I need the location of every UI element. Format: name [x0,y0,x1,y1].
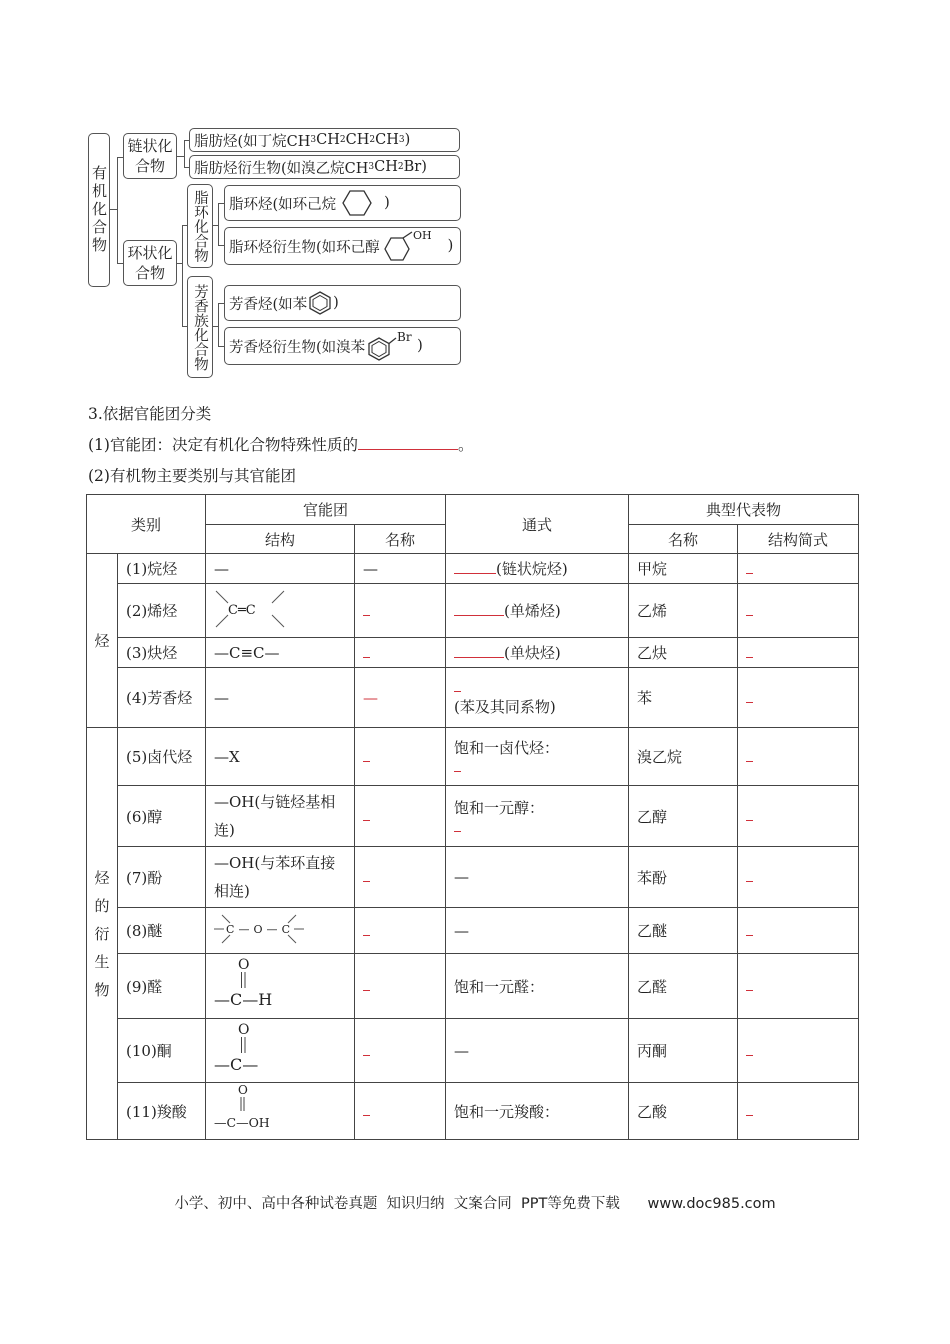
aliphatic-hydrocarbon-leaf: 脂肪烃(如丁烷CH 3 CH 2 CH 2 CH 3 ) [189,128,460,152]
ring-compounds-label: 环状化合物 [127,244,173,282]
ketone-structure-icon [214,1020,284,1078]
carboxyl-structure-icon [214,1083,304,1135]
group-hydrocarbon: 烃 [87,554,118,728]
functional-group-table [86,494,859,1140]
table-row: (6)醇 —OH(与链烃基相连) 饱和一元醇： 乙醇 [87,786,859,847]
aromatic-hydrocarbon-leaf: 芳香烃(如苯 ) [224,285,461,321]
aliphatic-derivative-leaf: 脂肪烃衍生物(如溴乙烷CH 3 CH 2 Br) [189,155,460,179]
bromobenzene-icon [367,329,417,363]
header-structure: 结构 [206,525,355,554]
table-row: (11)羧酸 O —C—OH 饱和一元羧酸： 乙酸 [87,1083,859,1140]
alicyclic-compounds-box: 脂环化合物 [187,184,213,268]
svg-text:C═C: C═C [228,602,256,618]
aldehyde-structure-icon [214,955,304,1013]
table-row: (9)醛 O —C—H 饱和一元醛： 乙醛 [87,954,859,1019]
paragraph-functional-group: (1)官能团：决定有机化合物特殊性质的 。 [88,436,474,454]
svg-text:O: O [238,1021,250,1038]
table-row: (10)酮 O —C— — 丙酮 [87,1019,859,1083]
header-representative: 典型代表物 [629,495,859,525]
table-row: (3)炔烃 —C≡C— (单炔烃) 乙炔 [87,638,859,668]
ring-compounds-box [123,240,177,286]
svg-text:O: O [238,1083,248,1097]
table-row: 烃 (1)烷烃 — — (链状烷烃) 甲烷 [87,554,859,584]
cyclohexane-icon [342,189,372,217]
paragraph-categories: (2)有机物主要类别与其官能团 [88,467,296,485]
svg-text:—C—OH: —C—OH [214,1115,270,1130]
svg-text:C—O—C: C—O—C [226,922,290,936]
table-row: (2)烯烃 C═C (单烯烃) 乙烯 [87,584,859,638]
table-row: 烃的衍生物 (5)卤代烃 —X 饱和一卤代烃： 溴乙烷 [87,728,859,786]
group-derivative: 烃的衍生物 [87,728,118,1140]
alicyclic-derivative-leaf: 脂环烃衍生物(如环己醇 OH ) [224,227,461,265]
page-footer: 小学、初中、高中各种试卷真题 知识归纳 文案合同 PPT等免费下载 www.doc985.com [174,1196,776,1212]
table-row: (7)酚 —OH(与苯环直接相连) — 苯酚 [87,847,859,908]
header-name: 名称 [355,525,446,554]
header-rep-name: 名称 [629,525,738,554]
ether-structure-icon [214,911,304,947]
alkene-structure-icon [214,587,286,631]
header-functional-group: 官能团 [206,495,446,525]
header-formula: 通式 [446,495,629,554]
svg-text:Br: Br [397,330,412,344]
benzene-icon [308,291,332,315]
svg-text:OH: OH [412,229,432,242]
cyclohexanol-icon [382,229,448,263]
svg-text:O: O [238,957,250,973]
table-row: (4)芳香烃 — — (苯及其同系物) 苯 [87,668,859,728]
header-category: 类别 [87,495,206,554]
tree-root-label: 有机化合物 [90,165,108,255]
header-rep-structure: 结构简式 [738,525,859,554]
svg-text:—C—: —C— [214,1054,259,1074]
table-row: (8)醚 C—O—C — 乙醚 [87,908,859,954]
alicyclic-hydrocarbon-leaf: 脂环烃(如环己烷 ) [224,185,461,221]
svg-text:—C—H: —C—H [214,990,273,1009]
tree-root-box [88,133,110,287]
answer-blank[interactable] [358,435,458,450]
section-heading: 3.依据官能团分类 [88,405,212,423]
chain-compounds-box [123,133,177,179]
aromatic-derivative-leaf: 芳香烃衍生物(如溴苯 Br ) [224,327,461,365]
chain-compounds-label: 链状化合物 [127,137,173,175]
aromatic-compounds-box: 芳香族化合物 [187,276,213,378]
